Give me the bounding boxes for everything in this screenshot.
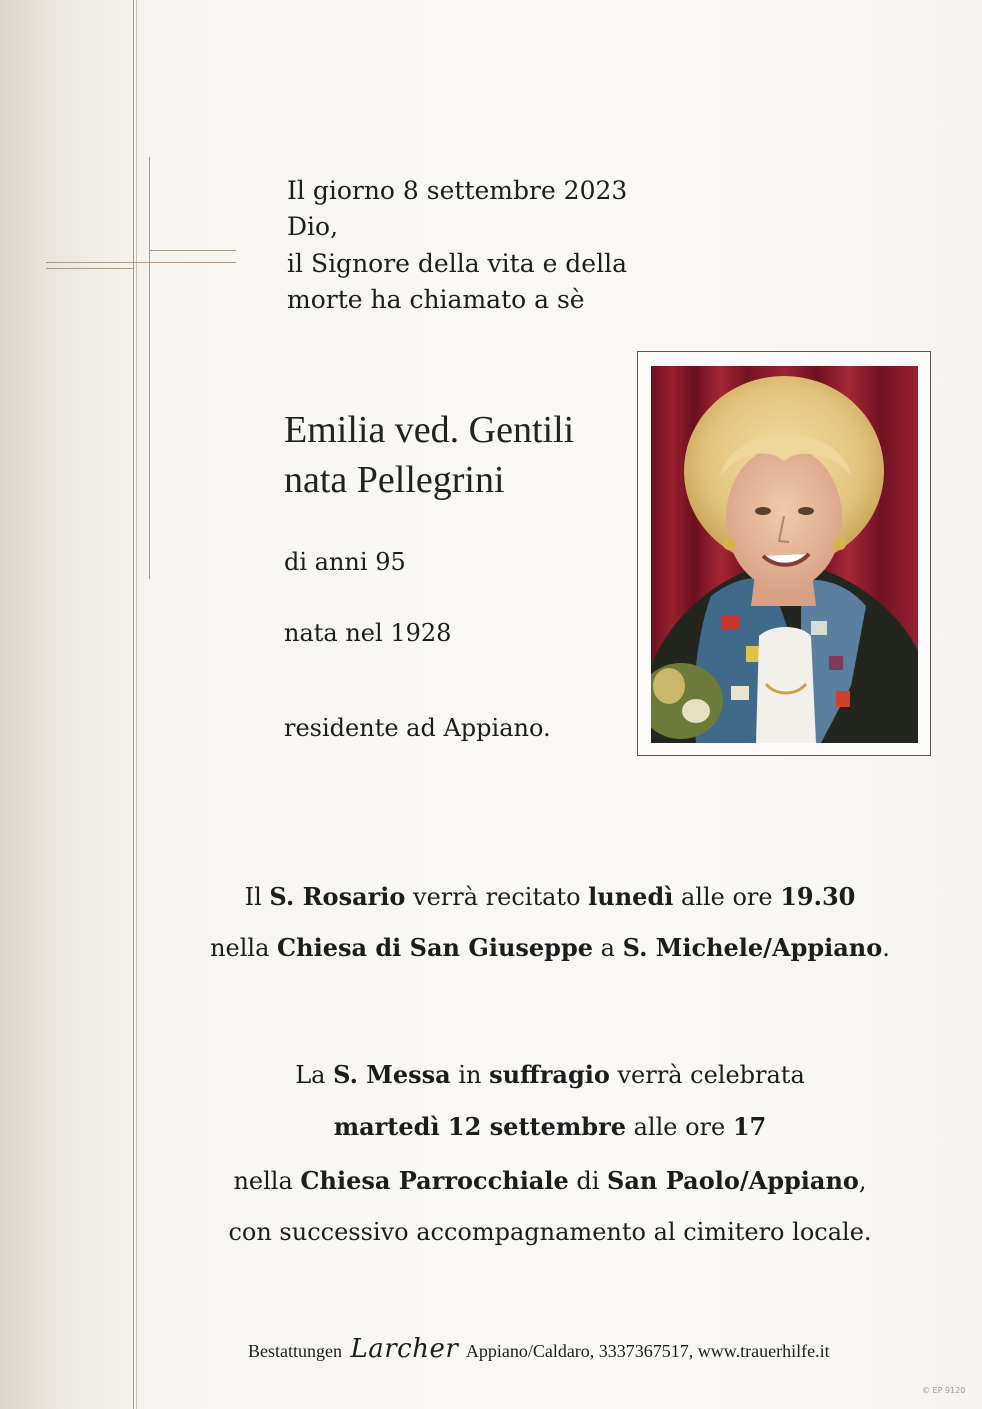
deceased-residence: residente ad Appiano. [284, 714, 551, 742]
mass-line-2: martedì 12 settembre alle ore 17 [333, 1112, 767, 1141]
mass-line-1: La S. Messa in suffragio verrà celebrata [295, 1060, 805, 1089]
intro-line: il Signore della vita e della [287, 249, 628, 278]
mass-line-4: con successivo accompagnamento al cimitero locale. [228, 1218, 872, 1246]
footer-contact: Appiano/Caldaro, 3337367517, www.trauerhilfe.it [465, 1341, 830, 1361]
rosary-line-1: Il S. Rosario verrà recitato lunedì alle ore 19.30 [244, 882, 856, 911]
rosary-line-2: nella Chiesa di San Giuseppe a S. Michele/Appiano. [210, 933, 890, 962]
intro-date: Il giorno 8 settembre 2023 [287, 176, 628, 205]
funeral-home-footer [248, 1334, 830, 1364]
mass-line-3: nella Chiesa Parrocchiale di San Paolo/Appiano, [233, 1166, 867, 1195]
larcher-logo: Larcher [350, 1334, 459, 1364]
deceased-birth-year: nata nel 1928 [284, 619, 452, 647]
intro-line: morte ha chiamato a sè [287, 285, 585, 314]
print-code: © EP 9120 [922, 1386, 966, 1395]
intro-line: Dio, [287, 212, 339, 241]
deceased-name: Emilia ved. Gentili [284, 409, 575, 451]
deceased-maiden-name: nata Pellegrini [284, 459, 505, 501]
deceased-age: di anni 95 [284, 548, 406, 576]
portrait-frame [637, 351, 931, 756]
footer-prefix: Bestattungen [248, 1341, 342, 1361]
portrait-photo [651, 366, 918, 743]
